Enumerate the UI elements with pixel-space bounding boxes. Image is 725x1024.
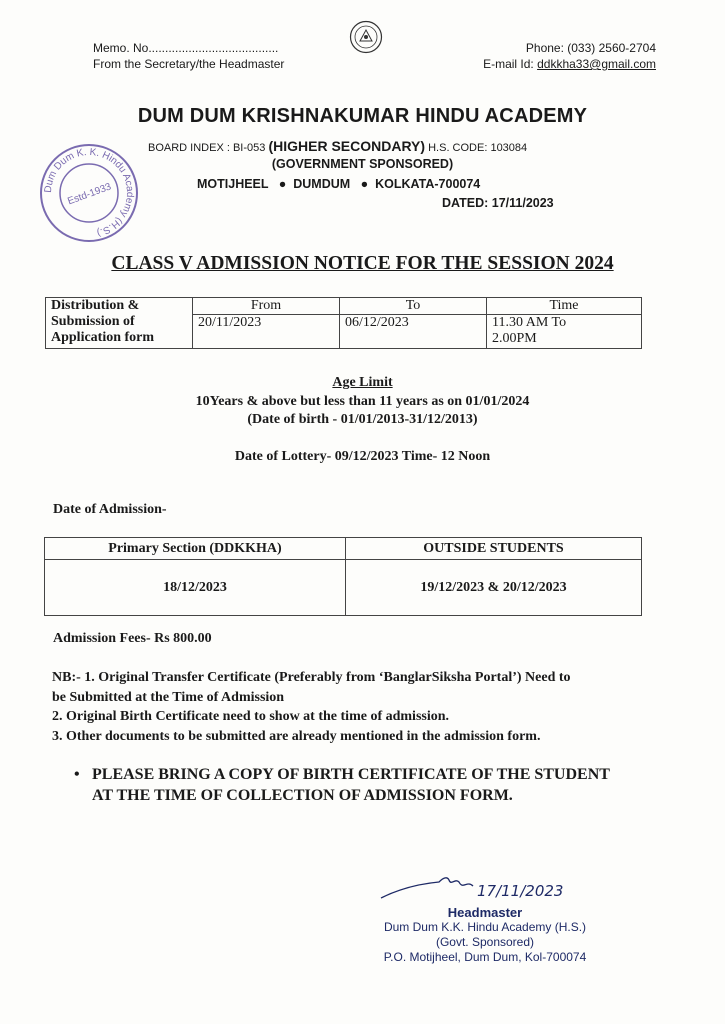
admission-outside-dates: 19/12/2023 & 20/12/2023 — [346, 560, 642, 616]
phone: Phone: (033) 2560-2704 — [525, 41, 656, 55]
headmaster-title: Headmaster — [447, 905, 523, 920]
bullet-icon: • — [74, 766, 80, 783]
schedule-label-line: Submission of — [51, 314, 135, 329]
time-line: 11.30 AM To — [492, 315, 567, 330]
notice-title: CLASS V ADMISSION NOTICE FOR THE SESSION 2024 — [111, 253, 614, 274]
age-limit-line: 10Years & above but less than 11 years as on 01/01/2024 — [195, 394, 530, 409]
birth-date-range: (Date of birth - 01/01/2013-31/12/2013) — [247, 412, 478, 427]
school-seal-stamp — [37, 141, 141, 245]
admission-fees: Admission Fees- Rs 800.00 — [53, 631, 212, 646]
from-line: From the Secretary/the Headmaster — [93, 57, 285, 71]
schedule-to-value: 06/12/2023 — [340, 315, 487, 349]
lottery-date: Date of Lottery- 09/12/2023 Time- 12 Noon — [234, 449, 491, 464]
schedule-header-time: Time — [487, 298, 642, 315]
memo-block — [93, 40, 284, 72]
schedule-from-value: 20/11/2023 — [193, 315, 340, 349]
address-part: KOLKATA-700074 — [375, 177, 481, 191]
signature-date: 17/11/2023 — [477, 882, 564, 900]
schedule-header-to: To — [340, 298, 487, 315]
address-part: DUMDUM — [293, 177, 351, 191]
schedule-table — [45, 297, 642, 349]
memo-number: Memo. No....................................... — [93, 41, 279, 55]
admission-header-primary: Primary Section (DDKKHA) — [45, 538, 346, 560]
schedule-header-from: From — [193, 298, 340, 315]
instruction-text: PLEASE BRING A COPY OF BIRTH CERTIFICATE OF THE STUDENT AT THE TIME OF COLLECTION OF ADMISSION FORM. — [92, 766, 610, 804]
schedule-time-value — [487, 315, 642, 349]
nb-notes — [52, 668, 652, 746]
admission-header-outside: OUTSIDE STUDENTS — [346, 538, 642, 560]
headmaster-signature — [377, 872, 607, 906]
government-sponsored: (GOVERNMENT SPONSORED) — [271, 157, 454, 171]
school-name: DUM DUM KRISHNAKUMAR HINDU ACADEMY — [137, 105, 588, 127]
email-link[interactable]: ddkkha33@gmail.com — [537, 57, 656, 71]
admission-table — [44, 537, 642, 616]
dated: DATED: 17/11/2023 — [442, 196, 554, 210]
hs-code: H.S. CODE: 103084 — [425, 142, 528, 154]
schedule-label-line: Distribution & — [51, 298, 140, 313]
stamp-line: (Govt. Sponsored) — [435, 935, 535, 949]
seal-center-text: Estd-1933 — [66, 181, 113, 208]
date-of-admission-label: Date of Admission- — [53, 502, 167, 517]
email-label: E-mail Id: — [483, 57, 538, 71]
board-index: BOARD INDEX : BI-053 — [148, 142, 269, 154]
nb-line: 2. Original Birth Certificate need to show at the time of admission. — [52, 709, 450, 724]
contact-block — [456, 40, 656, 72]
nb-line: NB:- 1. Original Transfer Certificate (Preferably from ‘BanglarSiksha Portal’) Need to — [52, 670, 571, 685]
board-line — [148, 138, 527, 154]
bullet-separator-icon: ● — [353, 177, 372, 191]
stamp-line: P.O. Motijheel, Dum Dum, Kol-700074 — [383, 950, 587, 964]
age-limit-title: Age Limit — [332, 375, 393, 390]
schedule-label-cell — [46, 298, 193, 349]
nb-line: be Submitted at the Time of Admission — [52, 689, 285, 705]
nb-line: 3. Other documents to be submitted are already mentioned in the admission form. — [52, 728, 541, 744]
address-line — [197, 177, 480, 191]
address-part: MOTIJHEEL — [197, 177, 269, 191]
time-line: 2.00PM — [492, 331, 537, 346]
headmaster-stamp — [345, 905, 625, 965]
school-emblem-icon — [349, 20, 383, 54]
bullet-separator-icon: ● — [271, 177, 290, 191]
board-level: (HIGHER SECONDARY) — [268, 138, 426, 154]
schedule-label-line: Application form — [51, 330, 155, 345]
admission-primary-date: 18/12/2023 — [45, 560, 346, 616]
seal-ring-text: Dum Dum K. K. Hindu Academy (H.S.) — [42, 146, 136, 239]
stamp-line: Dum Dum K.K. Hindu Academy (H.S.) — [383, 920, 587, 934]
email-line — [456, 56, 656, 72]
